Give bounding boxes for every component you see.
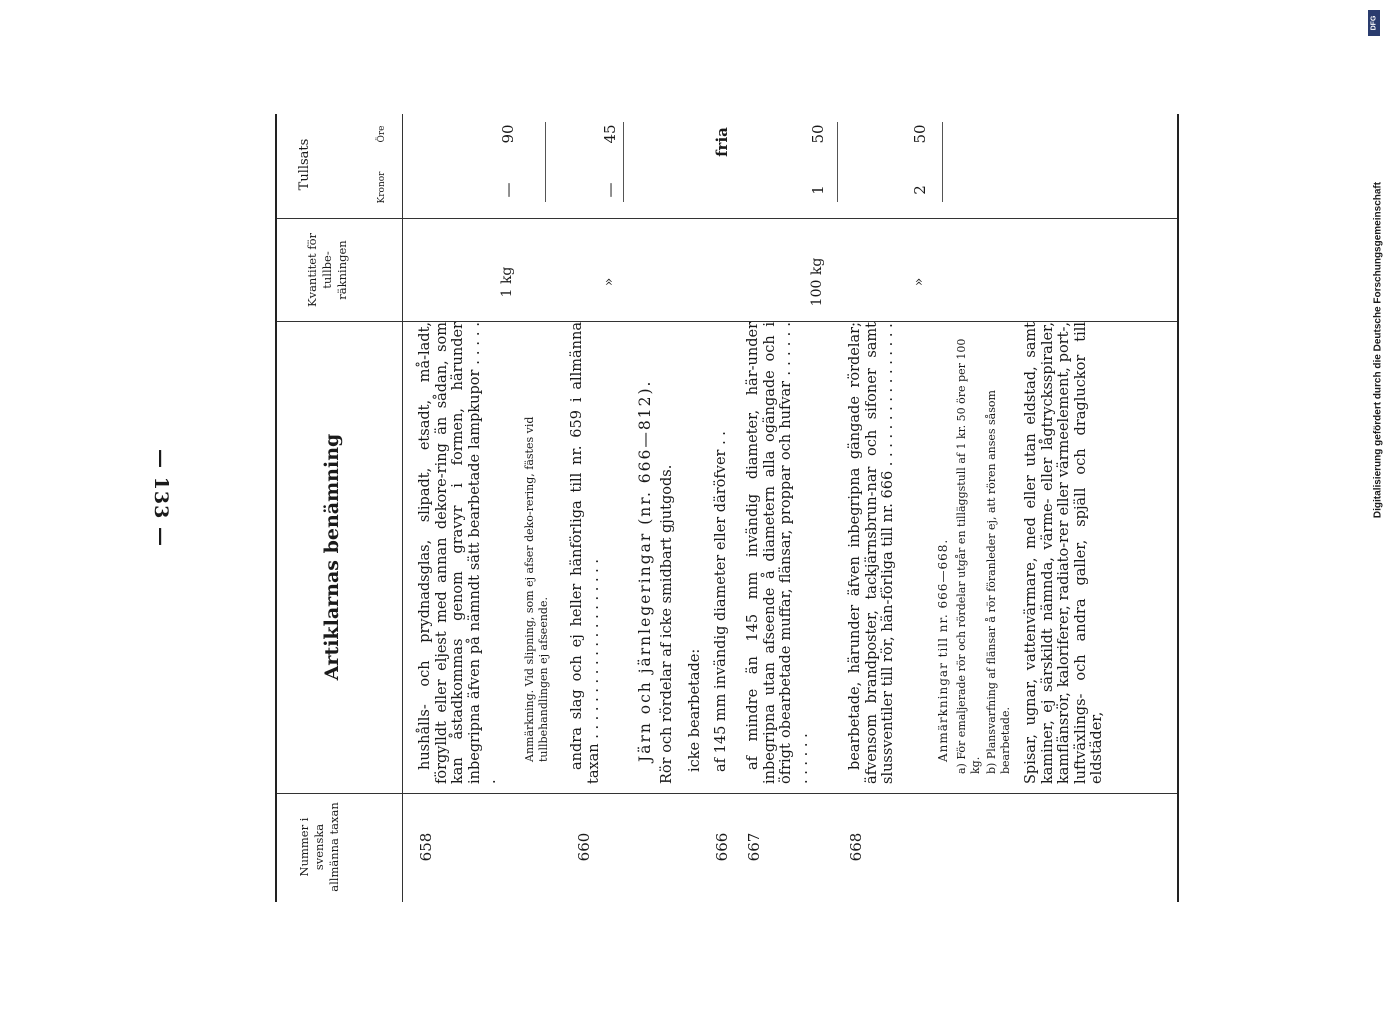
item-ore: 50 xyxy=(809,114,827,154)
item-ore: 50 xyxy=(911,114,929,154)
separator-line xyxy=(545,122,546,202)
header-quantity: Kvantitet för tullbe-räkningen xyxy=(305,226,350,314)
subsection-heading: icke bearbetade: xyxy=(687,322,704,772)
item-ore: 45 xyxy=(601,114,619,154)
item-quantity: » xyxy=(911,247,927,317)
separator-line xyxy=(623,122,624,202)
header-name: Artiklarnas benämning xyxy=(325,332,340,782)
item-number: 658 xyxy=(417,802,435,892)
item-quantity: » xyxy=(601,247,617,317)
item-kronor: — xyxy=(601,170,619,210)
item-kronor: 2 xyxy=(911,170,929,210)
item-note: a) För emaljerade rör och rördelar utgår en tilläggstull af 1 kr. 50 öre per 100 kg. xyxy=(955,322,982,774)
header-number: Nummer i svenska allmänna taxan xyxy=(297,802,342,892)
item-quantity: 100 kg xyxy=(809,247,825,317)
item-number: 667 xyxy=(745,802,763,892)
subsection-heading: Rör och rördelar af icke smidbart gjutgods. xyxy=(659,322,676,784)
column-divider xyxy=(277,793,1177,794)
item-description: andra slag och ej heller hänförliga till nr. 659 i allmänna taxan . . . . . . . . . . . . . . . . . . . . xyxy=(569,322,602,784)
item-note-heading: Anmärkningar till nr. 666—668. xyxy=(937,322,951,762)
item-note: Anmärkning. Vid slipning, som ej afser deko-rering, fästes vid tullbehandlingen ej afseende. xyxy=(523,322,550,762)
item-description: bearbetade, härunder äfven inbegripna gängade rördelar; äfvensom brandposter, tackjärnsbrun-nar och sifoner samt slussventiler till rör, hän-förliga till nr. 666 . . . . . . . . . . . . . . . . xyxy=(847,322,897,784)
item-rate-free: fria xyxy=(713,112,731,172)
header-ore: Öre xyxy=(377,114,387,154)
item-number: 660 xyxy=(575,802,593,892)
header-rule xyxy=(402,114,403,902)
item-number: 666 xyxy=(713,802,731,892)
item-description: af mindre än 145 mm invändig diameter, här-under inbegripna utan afseende å diametern alla ogängade och i öfrigt obearbetade muffar, flänsar, proppar och hufvar . . . . . . . . . . . . xyxy=(745,322,811,784)
digitization-note: Digitalisierung gefördert durch die Deutsche Forschungsgemeinschaft xyxy=(1373,182,1383,518)
item-note: b) Plansvarfning af flänsar å rör föranleder ej, att rören anses såsom bearbetade. xyxy=(985,322,1012,774)
item-kronor: — xyxy=(499,170,517,210)
header-rate: Tullsats xyxy=(297,117,312,212)
item-number: 668 xyxy=(847,802,865,892)
item-quantity: 1 kg xyxy=(499,247,515,317)
header-kronor: Kronor xyxy=(377,165,387,210)
rotated-page xyxy=(275,110,1175,1010)
item-ore: 90 xyxy=(499,114,517,154)
separator-line xyxy=(942,122,943,202)
item-description: af 145 mm invändig diameter eller däröfver . . xyxy=(713,322,730,772)
column-divider xyxy=(277,218,1177,219)
item-description: hushålls- och prydnadsglas, slipadt, etsadt, må-ladt, förgylldt eller eljest med annan dekore-ring än sådan, som kan åstadkommas genom gravyr i formen, härunder inbegripna äfven på nämndt sätt bearbetade lampkupor . . . . . . xyxy=(417,322,500,784)
dfg-logo: DFG xyxy=(1368,10,1380,36)
item-kronor: 1 xyxy=(809,170,827,210)
tariff-table xyxy=(275,114,1179,902)
separator-line xyxy=(837,122,838,202)
item-description: Spisar, ugnar, vattenvärmare, med eller utan eldstad, samt kaminer, ej särskildt nämnda, värme- eller lågtrycksspiraler, kamflänsrör, kaloriferer, radiato-rer eller värmeelement, port-, luftväxlings- och andra galler, spjäll och dragluckor till eldstäder, xyxy=(1023,322,1106,784)
section-heading: Järn och järnlegeringar (nr. 666—812). xyxy=(637,322,654,762)
page-number: — 133 — xyxy=(150,449,172,547)
